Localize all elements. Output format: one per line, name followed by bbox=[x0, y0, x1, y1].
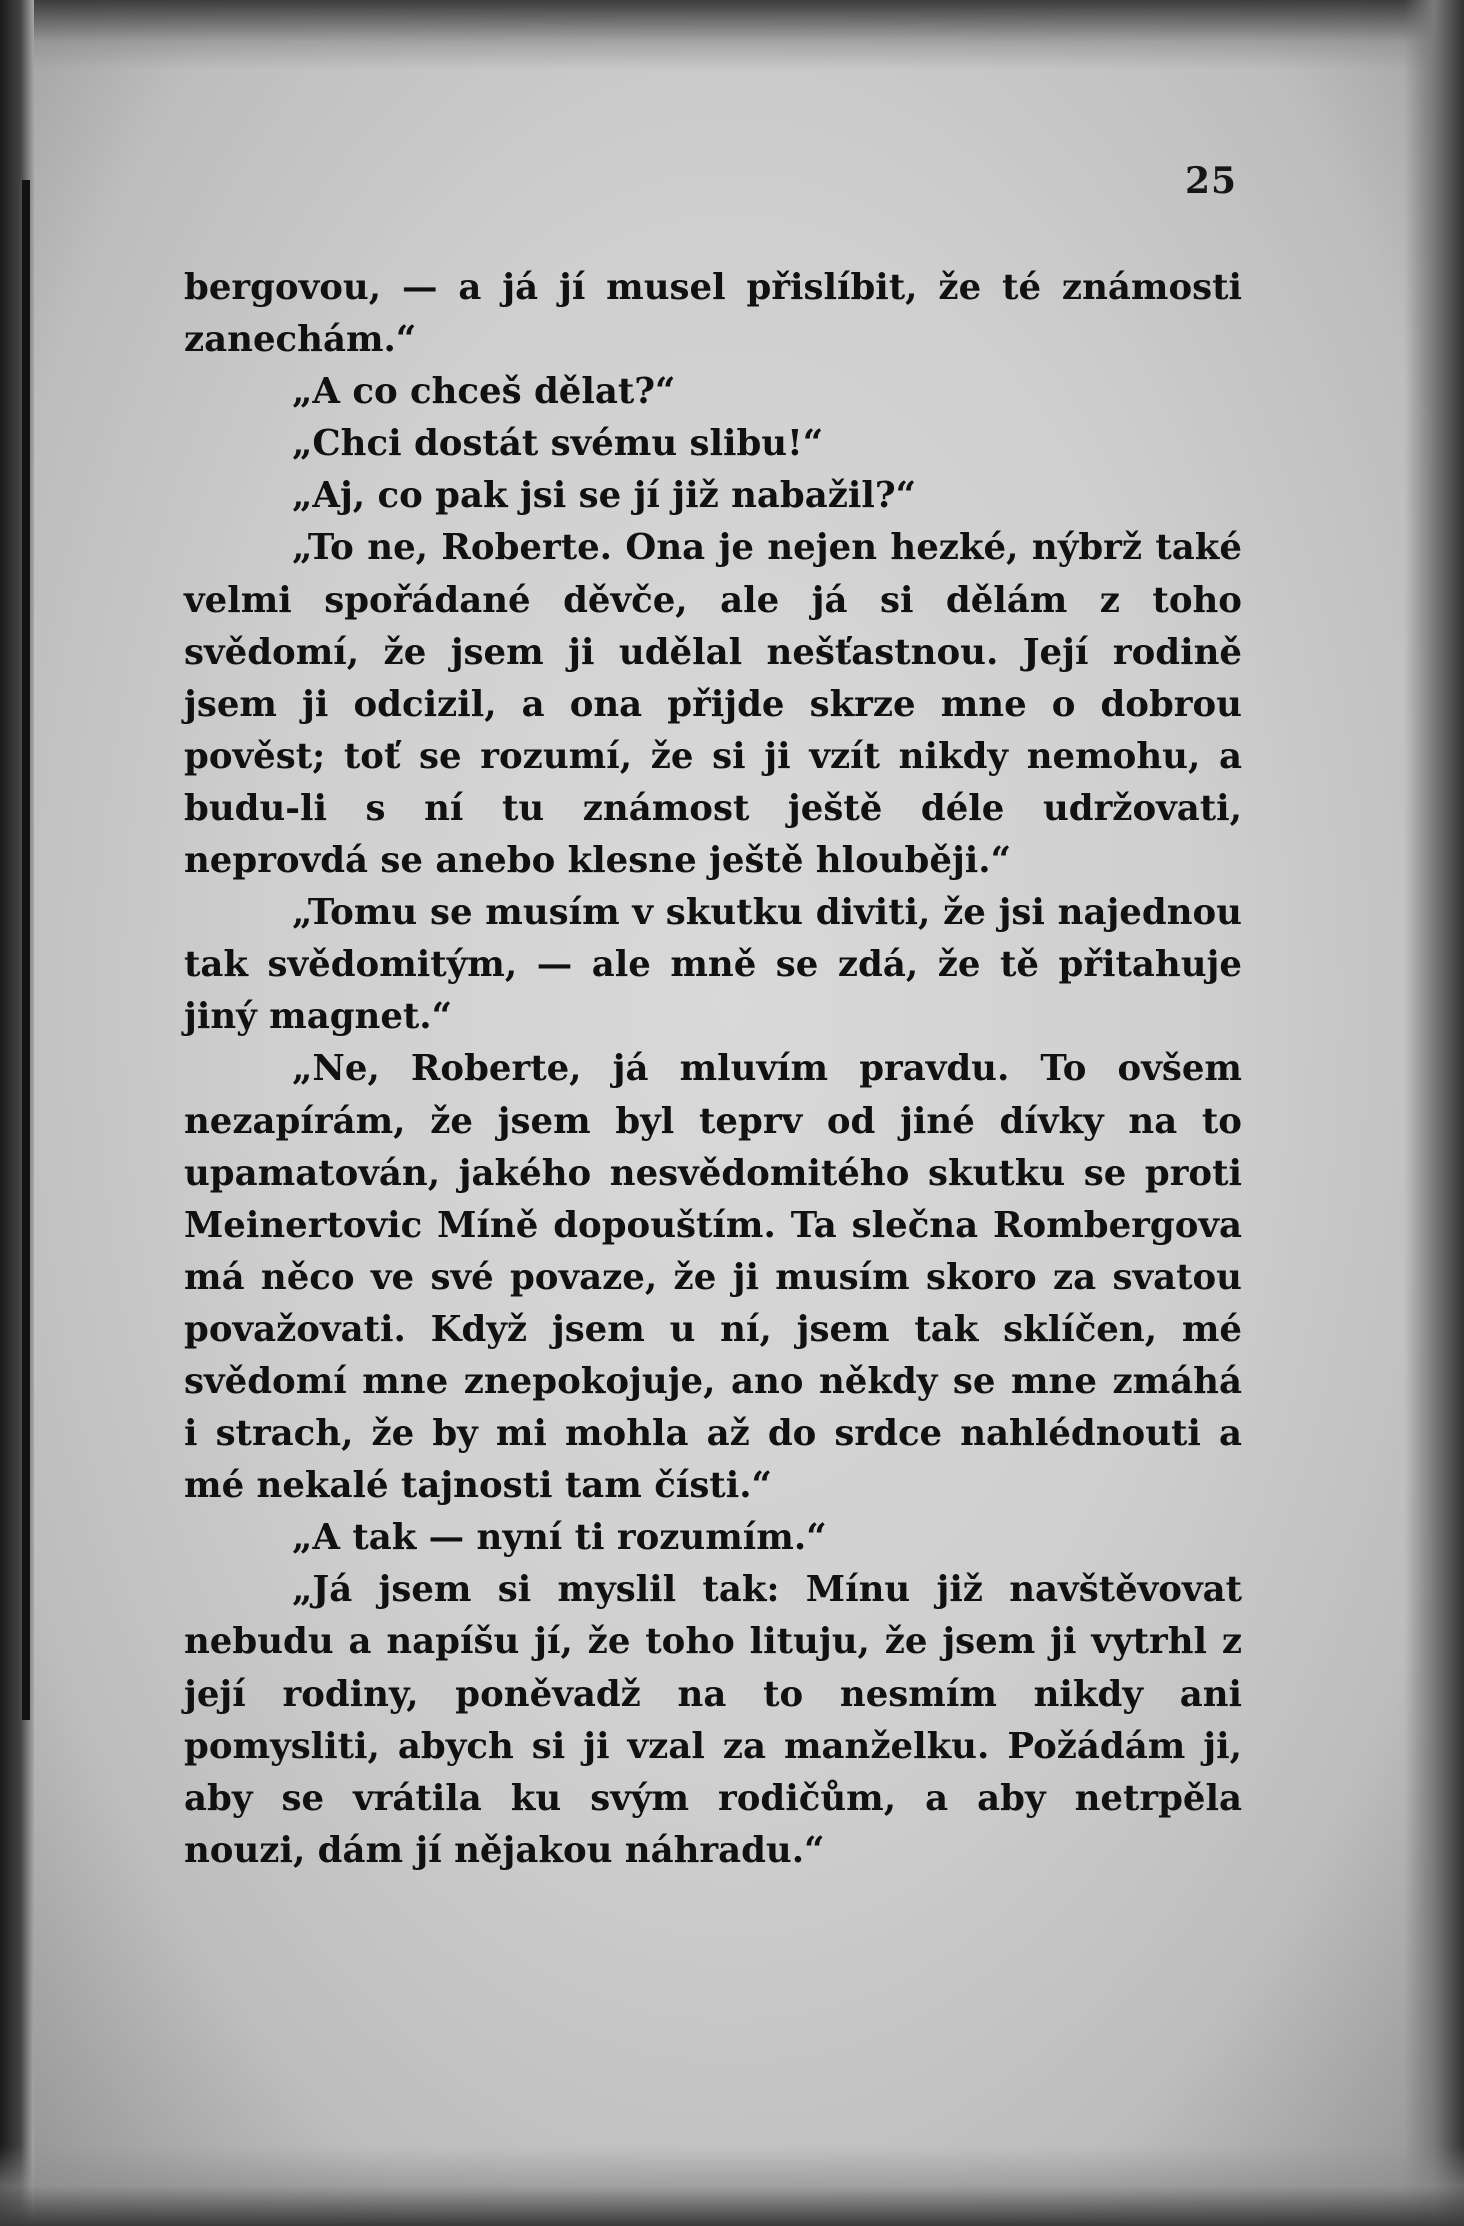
paragraph: „Chci dostát svému slibu!“ bbox=[292, 423, 824, 465]
page-bottom-shadow bbox=[0, 2146, 1464, 2226]
paragraph: „Já jsem si myslil tak: Mínu již navštěvovat nebudu a napíšu jí, že toho lituju, že jsem ji vytrhl z její rodiny, poněvadž na to nesmím nikdy ani pomysliti, abych si ji vzal za manželku. Požádám ji, aby se vrátila ku svým rodičům, a aby netrpěla nouzi, dám jí nějakou náhradu.“ bbox=[184, 1569, 1242, 1871]
paragraph: „Tomu se musím v skutku diviti, že jsi najednou tak svědomitým, — ale mně se zdá, že tě přitahuje jiný magnet.“ bbox=[184, 892, 1242, 1038]
paragraph: „Aj, co pak jsi se jí již nabažil?“ bbox=[292, 475, 917, 517]
paragraph: bergovou, — a já jí musel přislíbit, že té známosti zanechám.“ bbox=[184, 267, 1242, 361]
page-right-shadow bbox=[1404, 0, 1464, 2226]
binding-edge bbox=[22, 180, 30, 1720]
body-text bbox=[184, 262, 1242, 1877]
paragraph: „A tak — nyní ti rozumím.“ bbox=[292, 1517, 827, 1559]
paragraph: „Ne, Roberte, já mluvím pravdu. To ovšem nezapírám, že jsem byl teprv od jiné dívky na to upamatován, jakého nesvědomitého skutku se proti Meinertovic Míně dopouštím. Ta slečna Rombergova má něco ve své povaze, že ji musím skoro za svatou považovati. Když jsem u ní, jsem tak sklíčen, mé svědomí mne znepokojuje, ano někdy se mne zmáhá i strach, že by mi mohla až do srdce nahlédnouti a mé nekalé tajnosti tam čísti.“ bbox=[184, 1048, 1242, 1507]
page-number: 25 bbox=[1185, 160, 1238, 202]
paragraph: „To ne, Roberte. Ona je nejen hezké, nýbrž také velmi spořádané děvče, ale já si dělám z toho svědomí, že jsem ji udělal nešťastnou. Její rodině jsem ji odcizil, a ona přijde skrze mne o dobrou pověst; toť se rozumí, že si ji vzít nikdy nemohu, a budu-li s ní tu známost ještě déle udržovati, neprovdá se anebo klesne ještě hlouběji.“ bbox=[184, 527, 1242, 882]
paragraph: „A co chceš dělat?“ bbox=[292, 371, 676, 413]
page-top-shadow bbox=[0, 0, 1464, 70]
